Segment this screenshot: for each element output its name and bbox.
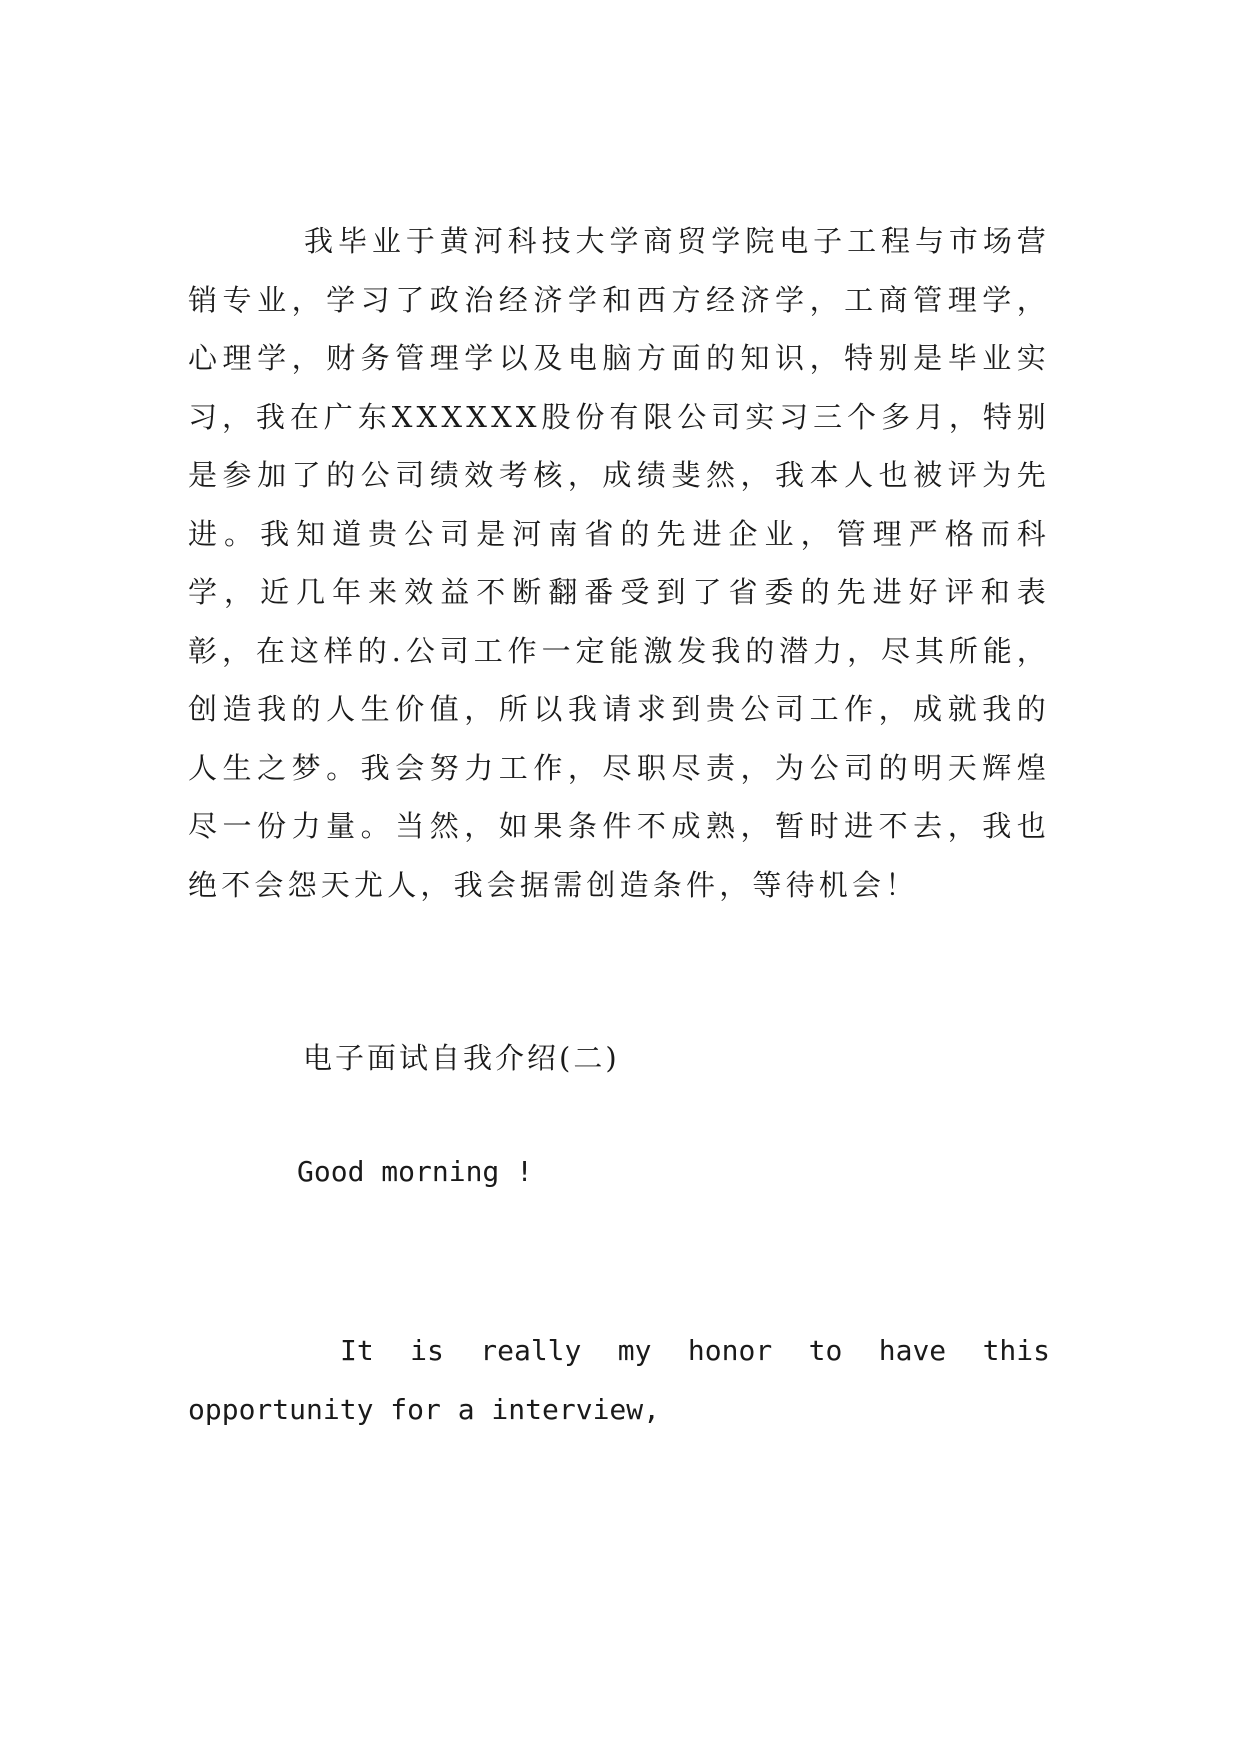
english-line-2: opportunity for a interview, (188, 1392, 661, 1426)
english-line-1: It is really my honor to have this (340, 1334, 1050, 1367)
greeting-line: Good morning ! (297, 1155, 534, 1188)
body-paragraph-english (188, 1322, 1050, 1439)
section-heading: 电子面试自我介绍(二) (303, 1041, 620, 1075)
body-paragraph-chinese: 我毕业于黄河科技大学商贸学院电子工程与市场营销专业，学习了政治经济学和西方经济学，工商管理学，心理学，财务管理学以及电脑方面的知识，特别是毕业实习，我在广东XXXXXX股份有限公司实习三个多月，特别是参加了的公司绩效考核，成绩斐然，我本人也被评为先进。我知道贵公司是河南省的先进企业，管理严格而科学，近几年来效益不断翻番受到了省委的先进好评和表彰，在这样的.公司工作一定能激发我的潜力，尽其所能，创造我的人生价值，所以我请求到贵公司工作，成就我的人生之梦。我会努力工作，尽职尽责，为公司的明天辉煌尽一份力量。当然，如果条件不成熟，暂时进不去，我也绝不会怨天尤人，我会据需创造条件，等待机会！ (188, 224, 1050, 902)
